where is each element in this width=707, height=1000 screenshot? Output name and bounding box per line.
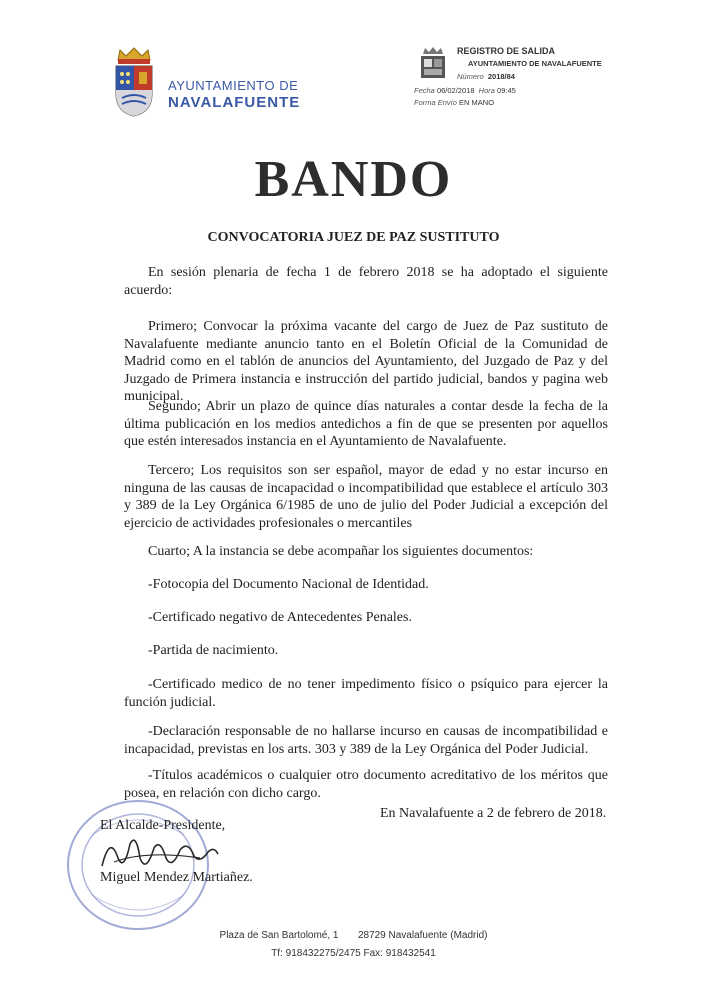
list-item-antecedentes: -Certificado negativo de Antecedentes Penales. — [148, 610, 412, 625]
registry-numero — [457, 72, 515, 81]
paragraph-segundo: Segundo; Abrir un plazo de quince días naturales a contar desde la fecha de la última publicación en los medios antedichos a fin de que se presenten por aquellos que estén interesados instancia en el Ayuntamiento de Navalafuente. — [124, 399, 608, 449]
registry-numero-label: Número — [457, 72, 484, 81]
document-title: BANDO — [254, 151, 453, 208]
registry-title: REGISTRO DE SALIDA — [457, 46, 556, 56]
registry-stamp-icon — [417, 46, 449, 80]
paragraph-primero: Primero; Convocar la próxima vacante del cargo de Juez de Paz sustituto de Navalafuente mediante anuncio tanto en el Boletín Oficial de la Comunidad de Madrid como en el tablón de anuncios del Ayuntamiento, del Juzgado de Paz y del Juzgado de Primera instancia e instrucción del partido judicial, bandos y pagina web municipal. — [124, 319, 608, 404]
list-item-titulos: -Títulos académicos o cualquier otro documento acreditativo de los méritos que posea, en relación con dicho cargo. — [124, 768, 608, 801]
signatory-role: El Alcalde-Presidente, — [100, 818, 226, 833]
list-item-declaracion: -Declaración responsable de no hallarse incurso en causas de incompatibilidad e incapacidad, previstas en los arts. 303 y 389 de la Ley Orgánica del Poder Judicial. — [124, 724, 608, 757]
registry-forma — [414, 98, 494, 107]
paragraph-intro: En sesión plenaria de fecha 1 de febrero 2018 se ha adoptado el siguiente acuerdo: — [124, 265, 608, 298]
signatory-name: Miguel Mendez Martiañez. — [100, 870, 253, 885]
document-subtitle: CONVOCATORIA JUEZ DE PAZ SUSTITUTO — [207, 230, 500, 245]
place-date: En Navalafuente a 2 de febrero de 2018. — [380, 806, 607, 821]
registry-fecha — [414, 86, 516, 95]
registry-subtitle: AYUNTAMIENTO DE NAVALAFUENTE — [468, 59, 602, 68]
registry-forma-value: EN MANO — [459, 98, 495, 107]
footer-address: Plaza de San Bartolomé, 1 28729 Navalafuente (Madrid) — [219, 930, 488, 941]
list-item-dni: -Fotocopia del Documento Nacional de Identidad. — [148, 577, 429, 592]
town-name-line1: AYUNTAMIENTO DE — [168, 78, 299, 93]
registry-forma-label: Forma Envío — [414, 98, 457, 107]
paragraph-cuarto: Cuarto; A la instancia se debe acompañar los siguientes documentos: — [148, 544, 534, 559]
registry-fecha-value: 06/02/2018 — [436, 86, 475, 95]
registry-hora-label: Hora — [478, 86, 495, 95]
footer-phone: Tf: 918432275/2475 Fax: 918432541 — [271, 948, 436, 959]
list-item-certificado-medico: -Certificado medico de no tener impedimento físico o psíquico para ejercer la función judicial. — [124, 677, 608, 710]
paragraph-tercero: Tercero; Los requisitos son ser español, mayor de edad y no estar incurso en ninguna de las causas de incapacidad o incompatibilidad que establece el artículo 303 y 389 de la Ley Orgánica 6/1985 de uno de julio del Poder Judicial a excepción del ejercicio de actividades profesionales o mercantiles — [124, 463, 608, 531]
registry-numero-value: 2018/84 — [487, 72, 515, 81]
coat-of-arms-logo — [110, 46, 158, 118]
registry-hora-value: 09:45 — [497, 86, 516, 95]
town-name-line2: NAVALAFUENTE — [168, 94, 301, 111]
registry-fecha-label: Fecha — [414, 86, 435, 95]
list-item-partida: -Partida de nacimiento. — [148, 643, 279, 658]
